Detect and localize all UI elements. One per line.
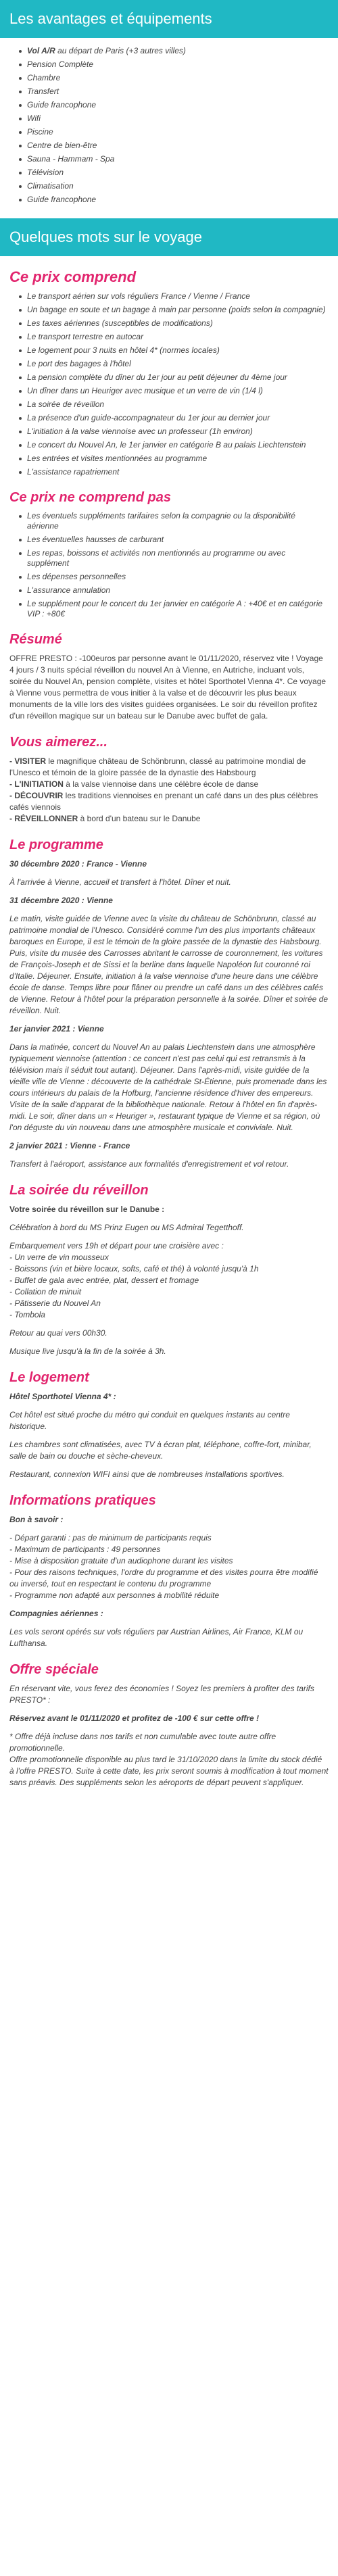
practical-line: - Pour des raisons techniques, l'ordre du programme et des visites pourra être modifié ou inversé, tout en respectant le contenu du programme bbox=[9, 1568, 318, 1588]
includes-item: L'initiation à la valse viennoise avec un professeur (1h environ) bbox=[19, 427, 329, 437]
program-day-heading: 31 décembre 2020 : Vienne bbox=[9, 896, 113, 905]
advantage-item bbox=[19, 168, 329, 178]
excludes-item: Les dépenses personnelles bbox=[19, 572, 329, 582]
love-line bbox=[9, 756, 329, 779]
special-p1: En réservant vite, vous ferez des économies ! Soyez les premiers à profiter des tarifs PRESTO* : bbox=[9, 1684, 314, 1705]
includes-item: La soirée de réveillon bbox=[19, 399, 329, 410]
advantage-item bbox=[19, 73, 329, 83]
practical-title: Informations pratiques bbox=[9, 1493, 156, 1508]
program-day-heading: 30 décembre 2020 : France - Vienne bbox=[9, 859, 147, 869]
airlines-text: Les vols seront opérés sur vols réguliers par Austrian Airlines, Air France, KLM ou Lufthansa. bbox=[9, 1627, 304, 1648]
excludes-item: Les éventuelles hausses de carburant bbox=[19, 535, 329, 545]
program-day-text: Dans la matinée, concert du Nouvel An au palais Liechtenstein dans une atmosphère typiquement viennoise (attention : ce concert n'est pas celui qui est retransmis à la télévision mais il séduit tout autant). Déjeuner. Dans l'après-midi, visite guidée de la vieille ville de Vienne : découverte de la cathédrale St-Étienne, puis promenade dans les cours intérieurs du palais de la Hofburg, l'ancienne résidence d'hiver des empereurs. Visite de la salle d'apparat de la bibliothèque nationale. Retour à l'hôtel en fin d'après-midi. Le soir, dîner dans un « Heuriger », restaurant typique de Vienne et sa région, où l'on déguste du vin nouveau dans une atmosphère musicale et conviviale. Nuit. bbox=[9, 1042, 327, 1132]
program-day-text: Le matin, visite guidée de Vienne avec la visite du château de Schönbrunn, classé au patrimoine mondial de l'Unesco. Considéré comme l'un des plus importants châteaux baroques en Europe, il est le témoin de la gloire passée de la dynastie des Habsbourg. Puis, visite du musée des Carrosses abritant le carrosse de couronnement, les voitures de François-Joseph et de Sissi et la berline dans laquelle Napoléon fut couronné roi d'Italie. Déjeuner. Ensuite, initiation à la valse viennoise d'une heure dans une célèbre école de danse. Temps libre pour flâner ou prendre un café dans un des célèbres cafés de Vienne. Retour à l'hôtel pour la préparation personnelle à la soirée. Dîner et soirée de réveillon. Nuit. bbox=[9, 914, 329, 1015]
special-p4: Offre promotionnelle disponible au plus tard le 31/10/2020 dans la limite du stock dédié à l'offre PRESTO. Suite à cette date, les prix seront soumis à modification à tout moment sans préavis. Des suppléments selon les aéroports de départ peuvent s'appliquer. bbox=[9, 1755, 329, 1787]
includes-item: Le concert du Nouvel An, le 1er janvier en catégorie B au palais Liechtenstein bbox=[19, 440, 329, 450]
program-block bbox=[0, 858, 338, 1170]
newyear-music: Musique live jusqu'à la fin de la soirée à 3h. bbox=[9, 1346, 166, 1356]
advantage-item-text: Pension Complète bbox=[27, 59, 94, 69]
practical-line: - Départ garanti : pas de minimum de participants requis bbox=[9, 1533, 212, 1542]
love-line-bold: - RÉVEILLONNER bbox=[9, 814, 78, 823]
newyear-line: - Collation de minuit bbox=[9, 1287, 82, 1296]
newyear-block bbox=[0, 1204, 338, 1357]
advantages-header: Les avantages et équipements bbox=[0, 0, 338, 38]
advantage-item-bold: Vol A/R bbox=[27, 46, 55, 55]
love-line-bold: - L'INITIATION bbox=[9, 779, 64, 789]
love-line-text: les traditions viennoises en prenant un café dans un des plus célèbres cafés viennois bbox=[9, 791, 318, 812]
love-title: Vous aimerez... bbox=[9, 735, 107, 750]
includes-item: Un bagage en soute et un bagage à main par personne (poids selon la compagnie) bbox=[19, 305, 329, 315]
excludes-item: Les repas, boissons et activités non mentionnés au programme ou avec supplément bbox=[19, 548, 329, 568]
lodging-title: Le logement bbox=[9, 1370, 89, 1385]
advantage-item-text: Sauna - Hammam - Spa bbox=[27, 154, 115, 164]
includes-item: Le transport aérien sur vols réguliers France / Vienne / France bbox=[19, 291, 329, 301]
advantages-list bbox=[0, 46, 338, 205]
practical-know: Bon à savoir : bbox=[9, 1515, 64, 1524]
includes-item: Le port des bagages à l'hôtel bbox=[19, 359, 329, 369]
summary-body: -100euros par personne avant le 01/11/2020, réservez vite ! Voyage 4 jours / 3 nuits spécial réveillon du nouvel An à Vienne, en Autriche, incluant vols, soirée du Nouvel An, pension complète, visites et hôtel Sporthotel Vienna 4*. Ce voyage à Vienne vous permettra de vous initier à la valse et de découvrir les plus beaux monuments de la ville lors des visites guidées organisées. Le soir du réveillon profitez d'un réveillon magique sur un bateau sur le Danube avec buffet de gala. bbox=[9, 654, 327, 721]
advantage-item-text: Climatisation bbox=[27, 181, 74, 191]
advantage-item-text: Télévision bbox=[27, 168, 64, 177]
advantage-item bbox=[19, 100, 329, 110]
advantage-item-text: Guide francophone bbox=[27, 195, 97, 204]
advantage-item bbox=[19, 59, 329, 70]
newyear-lines bbox=[9, 1252, 329, 1321]
includes-item: Les taxes aériennes (susceptibles de modifications) bbox=[19, 318, 329, 329]
newyear-line: - Un verre de vin mousseux bbox=[9, 1253, 109, 1262]
summary-title: Résumé bbox=[9, 632, 62, 647]
love-line bbox=[9, 790, 329, 813]
excludes-title: Ce prix ne comprend pas bbox=[9, 490, 171, 505]
advantage-item bbox=[19, 195, 329, 205]
advantage-item-text: Transfert bbox=[27, 87, 59, 96]
includes-item: Un dîner dans un Heuriger avec musique et un verre de vin (1/4 l) bbox=[19, 386, 329, 396]
love-line bbox=[9, 779, 329, 790]
program-day-heading: 1er janvier 2021 : Vienne bbox=[9, 1024, 104, 1034]
newyear-embark: Embarquement vers 19h et départ pour une croisière avec : bbox=[9, 1241, 224, 1250]
practical-line: - Programme non adapté aux personnes à mobilité réduite bbox=[9, 1590, 220, 1600]
advantage-item-text: Chambre bbox=[27, 73, 61, 82]
advantage-item-text: Piscine bbox=[27, 127, 53, 137]
special-p2: Réservez avant le 01/11/2020 et profitez de -100 € sur cette offre ! bbox=[9, 1714, 260, 1723]
lodging-block bbox=[0, 1391, 338, 1480]
advantage-item bbox=[19, 181, 329, 191]
love-line-text: à bord d'un bateau sur le Danube bbox=[78, 814, 201, 823]
newyear-line: - Pâtisserie du Nouvel An bbox=[9, 1298, 101, 1308]
lodging-p2: Les chambres sont climatisées, avec TV à écran plat, téléphone, coffre-fort, minibar, salle de bain ou douche et sèche-cheveux. bbox=[9, 1440, 312, 1461]
program-day-text: À l'arrivée à Vienne, accueil et transfert à l'hôtel. Dîner et nuit. bbox=[9, 877, 231, 887]
practical-block bbox=[0, 1514, 338, 1649]
advantage-item bbox=[19, 141, 329, 151]
lodging-hotel: Hôtel Sporthotel Vienna 4* : bbox=[9, 1392, 116, 1401]
practical-lines bbox=[9, 1532, 329, 1601]
advantage-item bbox=[19, 87, 329, 97]
lodging-p1: Cet hôtel est situé proche du métro qui conduit en quelques instants au centre historique. bbox=[9, 1410, 290, 1431]
includes-item: La pension complète du dîner du 1er jour au petit déjeuner du 4ème jour bbox=[19, 372, 329, 383]
program-day-text: Transfert à l'aéroport, assistance aux formalités d'enregistrement et vol retour. bbox=[9, 1159, 289, 1169]
excludes-list bbox=[0, 511, 338, 619]
excludes-item: Le supplément pour le concert du 1er janvier en catégorie A : +40€ et en catégorie VIP : +80€ bbox=[19, 599, 329, 619]
includes-item: Le transport terrestre en autocar bbox=[19, 332, 329, 342]
advantage-item bbox=[19, 154, 329, 164]
practical-line: - Mise à disposition gratuite d'un audiophone durant les visites bbox=[9, 1556, 233, 1565]
advantage-item bbox=[19, 46, 329, 56]
practical-line: - Maximum de participants : 49 personnes bbox=[9, 1545, 161, 1554]
special-p3: * Offre déjà incluse dans nos tarifs et non cumulable avec toute autre offre promotionnelle. bbox=[9, 1732, 276, 1753]
love-block bbox=[0, 756, 338, 825]
lodging-p3: Restaurant, connexion WIFI ainsi que de nombreuses installations sportives. bbox=[9, 1469, 285, 1479]
advantage-item bbox=[19, 114, 329, 124]
special-title: Offre spéciale bbox=[9, 1662, 99, 1677]
love-line-bold: - DÉCOUVRIR bbox=[9, 791, 64, 800]
love-line-bold: - VISITER bbox=[9, 756, 47, 766]
newyear-line: - Boissons (vin et bière locaux, softs, café et thé) à volonté jusqu'à 1h bbox=[9, 1264, 259, 1273]
advantage-item-text: Centre de bien-être bbox=[27, 141, 97, 150]
love-line-text: le magnifique château de Schönbrunn, classé au patrimoine mondial de l'Unesco et témoin de la gloire passée de la dynastie des Habsbourg bbox=[9, 756, 306, 777]
newyear-line: - Buffet de gala avec entrée, plat, dessert et fromage bbox=[9, 1275, 199, 1285]
summary-label: OFFRE PRESTO : bbox=[9, 654, 77, 663]
newyear-subtitle: Votre soirée du réveillon sur le Danube : bbox=[9, 1205, 165, 1214]
newyear-intro: Célébration à bord du MS Prinz Eugen ou MS Admiral Tegetthoff. bbox=[9, 1223, 244, 1232]
love-line bbox=[9, 813, 329, 825]
airlines-title: Compagnies aériennes : bbox=[9, 1609, 103, 1618]
summary-block bbox=[0, 653, 338, 722]
excludes-item: L'assurance annulation bbox=[19, 585, 329, 596]
program-title: Le programme bbox=[9, 837, 103, 852]
newyear-return: Retour au quai vers 00h30. bbox=[9, 1328, 107, 1338]
summary-text bbox=[9, 653, 329, 722]
excludes-item: Les éventuels suppléments tarifaires selon la compagnie ou la disponibilité aérienne bbox=[19, 511, 329, 531]
advantage-item-text: Wifi bbox=[27, 114, 41, 123]
love-line-text: à la valse viennoise dans une célèbre école de danse bbox=[63, 779, 259, 789]
newyear-title: La soirée du réveillon bbox=[9, 1183, 149, 1198]
includes-title: Ce prix comprend bbox=[9, 268, 137, 285]
includes-list bbox=[0, 291, 338, 477]
words-header: Quelques mots sur le voyage bbox=[0, 218, 338, 256]
program-day-heading: 2 janvier 2021 : Vienne - France bbox=[9, 1141, 130, 1150]
includes-item: Le logement pour 3 nuits en hôtel 4* (normes locales) bbox=[19, 345, 329, 356]
advantage-item bbox=[19, 127, 329, 137]
includes-item: Les entrées et visites mentionnées au programme bbox=[19, 454, 329, 464]
includes-item: La présence d'un guide-accompagnateur du 1er jour au dernier jour bbox=[19, 413, 329, 423]
special-block bbox=[0, 1683, 338, 1789]
advantage-item-text: au départ de Paris (+3 autres villes) bbox=[55, 46, 186, 55]
advantage-item-text: Guide francophone bbox=[27, 100, 97, 110]
includes-item: L'assistance rapatriement bbox=[19, 467, 329, 477]
newyear-line: - Tombola bbox=[9, 1310, 45, 1319]
